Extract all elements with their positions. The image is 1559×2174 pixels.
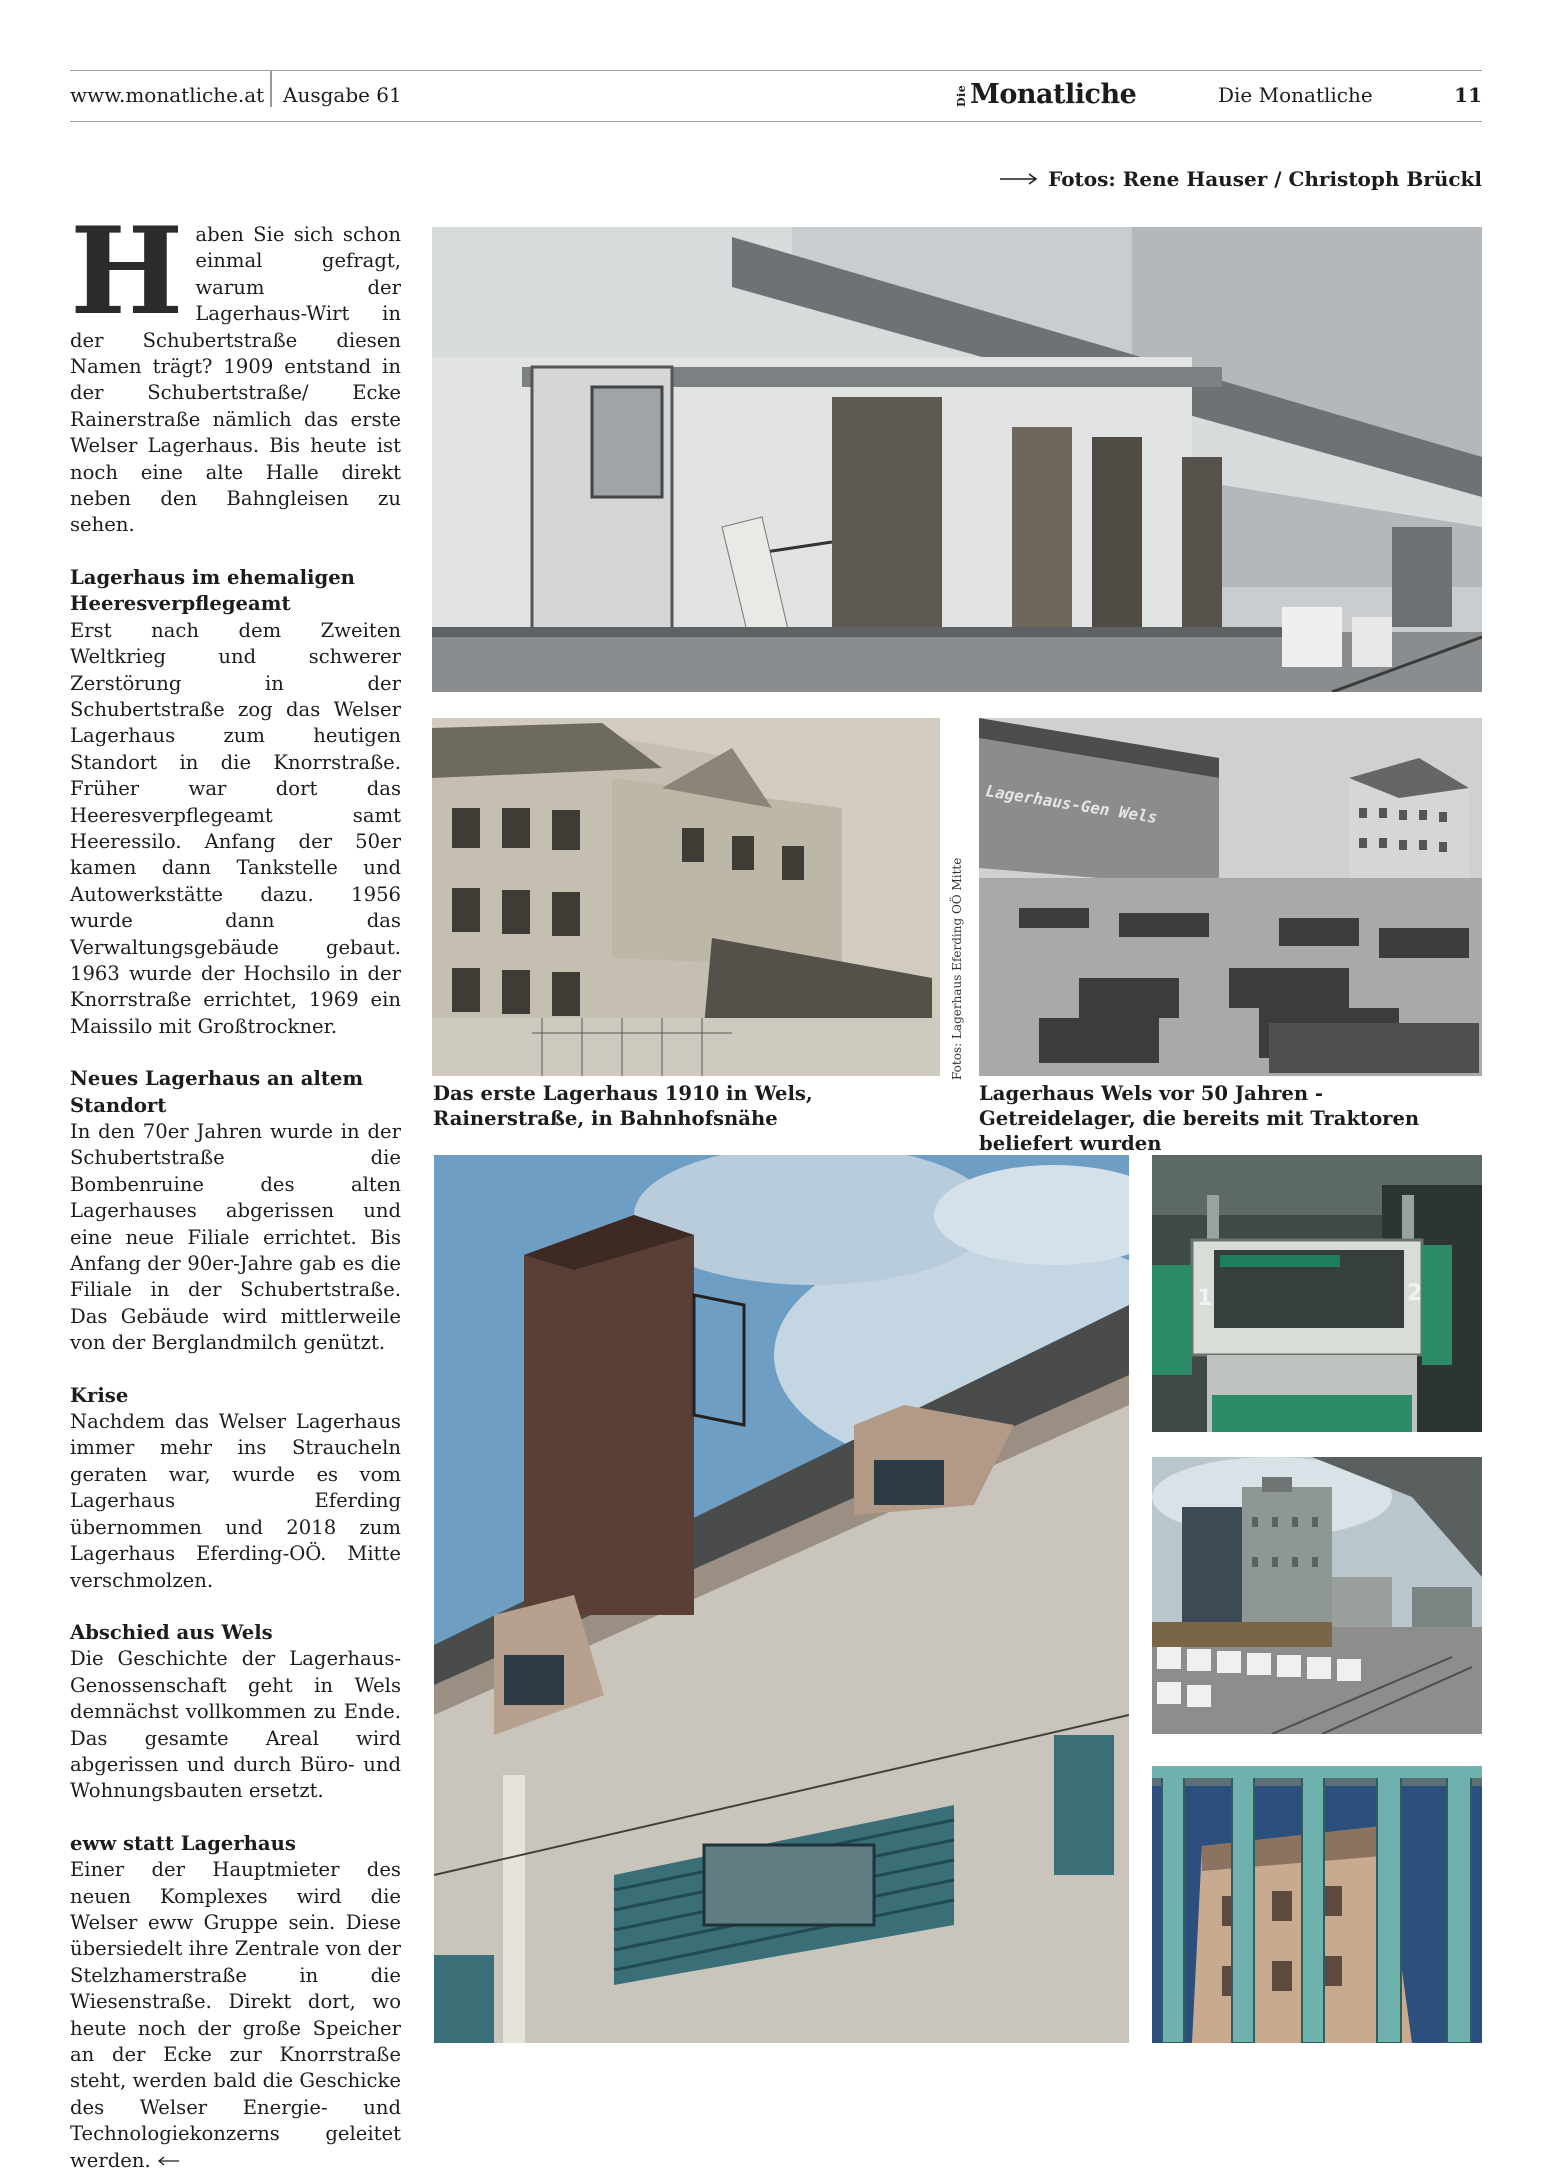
caption-left: Das erste Lagerhaus 1910 in Wels, Rainerstraße, in Bahnhofsnähe	[433, 1082, 813, 1130]
section-heading: eww statt Lagerhaus	[70, 1831, 296, 1855]
logo-die: Die	[955, 84, 968, 107]
section-text: Nachdem das Welser Lagerhaus immer mehr ins Straucheln geraten war, wurde es vom Lagerhaus Eferding übernommen und 2018 zum Lagerhaus Eferding-OÖ. Mitte verschmolzen.	[70, 1410, 401, 1592]
photo-credit	[1000, 167, 1482, 191]
section-text-final	[70, 1857, 401, 2174]
photo-lagerhaus-50-years	[979, 718, 1482, 1076]
section-text: Die Geschichte der Lagerhaus-Genossenschaft geht in Wels demnächst vollkommen zu Ende. Das gesamte Areal wird abgerissen und durch Büro- und Wohnungsbauten ersetzt.	[70, 1647, 401, 1803]
article-intro	[70, 201, 401, 539]
section-heading: Abschied aus Wels	[70, 1620, 273, 1644]
photo-credit-text: Fotos: Rene Hauser / Christoph Brückl	[1048, 167, 1482, 191]
logo-wordmark: Monatliche	[970, 79, 1137, 110]
pump-number-2: 2	[1407, 1281, 1423, 1306]
archive-photo-credit: Fotos: Lagerhaus Eferding OÖ Mitte	[950, 857, 964, 1080]
warehouse-sign: Lagerhaus-Gen Wels	[984, 781, 1159, 828]
website-url[interactable]: www.monatliche.at	[70, 83, 265, 107]
photo-lagerhaus-1910	[432, 718, 940, 1076]
publication-logo	[955, 77, 1135, 113]
header-divider	[270, 71, 272, 107]
intro-text: aben Sie sich schon einmal gefragt, warum der Lagerhaus-Wirt in der Schubertstraße diesen Namen trägt? 1909 entstand in der Schubertstraße/ Ecke Rainerstraße nämlich das erste Welser Lagerhaus. Bis heute ist noch eine alte Halle direkt neben den Bahngleisen zu sehen.	[70, 223, 401, 537]
caption-right: Lagerhaus Wels vor 50 Jahren - Getreidelager, die bereits mit Traktoren beliefert wurden	[979, 1082, 1420, 1155]
photo-green-bars	[1152, 1766, 1482, 2043]
section-heading: Neues Lagerhaus an altem Standort	[70, 1067, 364, 1117]
drop-cap: H	[70, 201, 184, 342]
end-mark-arrow-icon	[157, 2156, 179, 2166]
page-number: 11	[1454, 83, 1482, 107]
page-header	[70, 70, 1482, 122]
photo-silo-yard	[1152, 1457, 1482, 1734]
pump-number-1: 1	[1197, 1286, 1213, 1311]
photo-loading-dock	[432, 227, 1482, 692]
issue-number: Ausgabe 61	[283, 83, 402, 107]
section-text: In den 70er Jahren wurde in der Schubertstraße die Bombenruine des alten Lagerhauses abgerissen und eine neue Filiale errichtet. Bis Anfang der 90er-Jahre gab es die Filiale in der Schubertstraße. Das Gebäude wird mittlerweile von der Berglandmilch genützt.	[70, 1120, 401, 1355]
section-heading: Krise	[70, 1383, 129, 1407]
photo-fuel-pump	[1152, 1155, 1482, 1432]
photo-chimney-roof	[434, 1155, 1129, 2043]
section-text: Erst nach dem Zweiten Weltkrieg und schwerer Zerstörung in der Schubertstraße zog das Welser Lagerhaus zum heutigen Standort in die Knorrstraße. Früher war dort das Heeresverpflegeamt samt Heeressilo. Anfang der 50er kamen dann Tankstelle und Autowerkstätte dazu. 1956 wurde dann das Verwaltungsgebäude gebaut. 1963 wurde der Hochsilo in der Knorrstraße errichtet, 1969 ein Maissilo mit Großtrockner.	[70, 618, 401, 1038]
arrow-right-icon	[1000, 173, 1038, 185]
publication-name: Die Monatliche	[1218, 83, 1373, 107]
section-heading: Lagerhaus im ehemaligen Heeresverpflegeamt	[70, 565, 355, 616]
section-text: Einer der Hauptmieter des neuen Komplexes wird die Welser eww Gruppe sein. Diese übersiedelt ihre Zentrale von der Stelzhamerstraße in die Wiesenstraße. Direkt dort, wo heute noch der große Speicher an der Ecke zur Knorrstraße steht, werden bald die Geschicke des Welser Energie- und Technologiekonzerns geleitet werden.	[70, 1858, 401, 2172]
article-column	[70, 201, 401, 2174]
